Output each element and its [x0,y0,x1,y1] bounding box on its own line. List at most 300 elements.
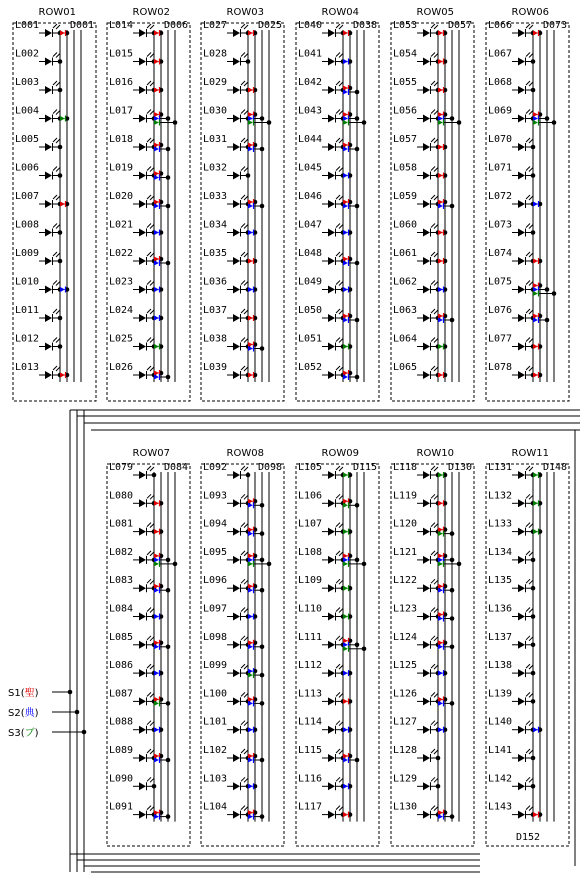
junction-dot [457,562,462,567]
led-arrow [434,580,438,584]
led-arrow [336,466,340,470]
small-diode [154,644,159,649]
small-diode [248,200,253,205]
small-diode [248,346,253,351]
led-arrow [241,721,245,725]
small-diode [248,31,253,36]
led-arrow [244,25,248,29]
led-label: L090 [109,773,134,785]
junction-dot [450,204,455,209]
led-triangle [423,726,430,734]
row-title: ROW10 [416,448,454,459]
small-diode [154,112,159,117]
junction-dot [166,261,171,266]
led-label: L107 [298,518,323,530]
led-arrow [56,253,60,257]
led-triangle [45,343,52,351]
led-arrow [434,524,438,528]
led-triangle [328,528,335,536]
led-arrow [56,196,60,200]
small-diode [533,501,538,506]
led-arrow [339,580,343,584]
led-triangle [233,86,240,94]
led-label: L094 [203,518,228,530]
diode-label: D084 [164,462,189,473]
small-diode [438,287,443,292]
led-arrow [434,609,438,613]
led-arrow [244,495,248,499]
small-diode [343,699,348,704]
small-diode [154,143,159,148]
led-arrow [431,692,435,696]
small-diode [248,342,253,347]
led-arrow [529,82,533,86]
small-diode [154,758,159,763]
led-triangle [328,314,335,322]
diode-label: D006 [164,20,189,31]
led-arrow [147,224,151,228]
led-arrow [526,636,530,640]
led-label: L121 [393,546,418,558]
led-label: L072 [488,191,513,202]
junction-dot [267,120,272,125]
led-icon [133,523,155,536]
led-icon [512,252,534,265]
led-label: L066 [488,20,513,31]
led-label: L002 [15,48,40,60]
led-icon [227,608,249,621]
row-title: ROW04 [321,7,359,18]
led-arrow [336,636,340,640]
led-icon [133,167,155,180]
small-diode [343,812,348,817]
led-arrow [339,609,343,613]
small-diode [533,727,538,732]
small-diode [248,644,253,649]
led-triangle [518,257,525,265]
led-label: L053 [393,20,418,31]
small-diode [533,473,538,478]
led-triangle [233,29,240,37]
small-diode [154,171,159,176]
led-label: L061 [393,248,418,259]
led-icon [227,749,249,762]
led-icon [512,636,534,649]
led-arrow [336,551,340,555]
led-label: L119 [393,490,418,502]
led-arrow [434,807,438,811]
led-arrow [526,138,530,142]
led-arrow [526,281,530,285]
led-arrow [244,693,248,697]
led-triangle [423,641,430,649]
led-arrow [526,806,530,810]
small-diode [343,257,348,262]
led-arrow [244,580,248,584]
small-diode [248,120,253,125]
small-diode [438,557,443,562]
row-title: ROW02 [132,7,170,18]
led-label: L077 [488,333,513,345]
led-arrow [526,664,530,668]
led-triangle [233,499,240,507]
led-arrow [339,282,343,286]
led-arrow [150,310,154,314]
led-icon [322,806,344,819]
led-label: L059 [393,191,418,202]
led-icon [322,309,344,322]
led-triangle [423,528,430,536]
led-triangle [423,314,430,322]
led-arrow [529,367,533,371]
small-diode [533,112,538,117]
led-label: L115 [298,745,323,756]
led-arrow [434,552,438,556]
led-triangle [518,58,525,66]
led-triangle [328,371,335,379]
junction-dot [362,562,367,567]
led-arrow [336,338,340,342]
led-icon [227,224,249,237]
diode-label: D025 [258,20,283,31]
led-triangle [518,471,525,479]
led-arrow [529,168,533,172]
led-icon [39,309,61,322]
led-triangle [328,811,335,819]
led-icon [133,281,155,294]
small-diode [248,557,253,562]
led-arrow [241,608,245,612]
led-arrow [339,524,343,528]
led-icon [133,636,155,649]
led-arrow [147,195,151,199]
led-triangle [423,86,430,94]
small-diode [438,473,443,478]
led-triangle [423,286,430,294]
led-icon [322,608,344,621]
junction-dot [260,673,265,678]
led-triangle [328,726,335,734]
led-icon [133,195,155,208]
small-diode [343,638,348,643]
led-icon [512,749,534,762]
led-triangle [139,556,146,564]
led-icon [417,494,439,507]
led-arrow [529,25,533,29]
led-arrow [431,138,435,142]
led-triangle [423,613,430,621]
led-triangle [518,499,525,507]
led-triangle [233,556,240,564]
small-diode [60,116,65,121]
led-arrow [336,110,340,114]
led-arrow [431,24,435,28]
small-diode [343,344,348,349]
led-icon [417,167,439,180]
small-diode [154,697,159,702]
led-label: L131 [488,462,513,473]
led-triangle [518,669,525,677]
led-icon [417,81,439,94]
led-arrow [336,224,340,228]
led-label: L082 [109,546,134,558]
led-arrow [150,580,154,584]
led-label: L141 [488,745,513,756]
led-arrow [529,282,533,286]
led-icon [227,721,249,734]
led-label: L007 [15,191,40,202]
led-label: L079 [109,462,134,473]
led-triangle [233,528,240,536]
led-triangle [139,29,146,37]
led-arrow [53,224,57,228]
led-icon [227,24,249,37]
led-triangle [139,286,146,294]
led-arrow [339,225,343,229]
small-diode [154,701,159,706]
led-label: L012 [15,333,40,345]
led-triangle [139,343,146,351]
led-icon [322,81,344,94]
led-triangle [233,58,240,66]
led-icon [417,664,439,677]
led-triangle [423,257,430,265]
led-arrow [339,253,343,257]
led-icon [512,81,534,94]
led-arrow [526,81,530,85]
led-icon [417,281,439,294]
led-arrow [339,807,343,811]
led-icon [417,721,439,734]
led-label: L138 [488,660,513,672]
led-icon [133,110,155,123]
small-diode [248,754,253,759]
small-diode [533,318,538,323]
led-arrow [526,309,530,313]
led-icon [512,138,534,151]
small-diode [248,112,253,117]
led-arrow [336,281,340,285]
led-arrow [526,494,530,498]
junction-dot [362,647,367,652]
led-arrow [147,338,151,342]
led-arrow [147,252,151,256]
led-arrow [53,167,57,171]
led-arrow [241,551,245,555]
led-triangle [233,471,240,479]
led-arrow [339,111,343,115]
led-arrow [434,665,438,669]
led-triangle [139,499,146,507]
led-triangle [139,86,146,94]
led-label: L109 [298,575,323,587]
led-label: L095 [203,546,228,558]
led-arrow [339,467,343,471]
led-label: L116 [298,773,323,785]
led-icon [512,777,534,790]
led-arrow [150,552,154,556]
led-arrow [53,281,57,285]
led-triangle [139,371,146,379]
junction-dot [166,558,171,563]
led-label: L017 [109,105,134,117]
led-arrow [526,110,530,114]
led-icon [227,338,249,351]
led-label: L021 [109,219,134,231]
led-icon [322,195,344,208]
led-icon [322,636,344,649]
led-icon [322,224,344,237]
led-triangle [328,613,335,621]
led-icon [39,138,61,151]
junction-dot [355,204,360,209]
small-diode [154,88,159,93]
led-triangle [233,115,240,123]
led-icon [227,138,249,151]
small-diode [438,88,443,93]
led-arrow [529,253,533,257]
junction-dot [457,120,462,125]
led-label: L087 [109,688,134,700]
junction-dot [166,758,171,763]
small-diode [438,259,443,264]
led-arrow [431,281,435,285]
led-arrow [56,367,60,371]
led-arrow [434,339,438,343]
led-triangle [45,371,52,379]
small-diode [154,557,159,562]
led-icon [133,579,155,592]
led-label: L098 [203,631,228,643]
led-label: L055 [393,77,418,88]
led-arrow [147,777,151,781]
led-triangle [328,229,335,237]
led-arrow [241,494,245,498]
small-diode [343,31,348,36]
led-arrow [431,551,435,555]
led-arrow [150,367,154,371]
led-arrow [53,110,57,114]
led-label: L123 [393,603,418,615]
small-diode [533,31,538,36]
led-label: L067 [488,48,513,60]
junction-dot [355,558,360,563]
led-triangle [139,811,146,819]
led-arrow [336,721,340,725]
led-icon [133,664,155,677]
led-arrow [526,252,530,256]
led-triangle [139,697,146,705]
led-triangle [423,115,430,123]
led-icon [512,110,534,123]
led-arrow [53,53,57,57]
led-label: L058 [393,162,418,174]
led-arrow [56,168,60,172]
led-arrow [336,53,340,57]
small-diode [154,371,159,376]
led-arrow [526,777,530,781]
led-label: L025 [109,333,134,345]
led-icon [227,195,249,208]
led-arrow [529,467,533,471]
led-label: L048 [298,248,323,259]
junction-dot [552,120,557,125]
led-arrow [434,310,438,314]
small-diode [533,259,538,264]
small-diode [438,697,443,702]
led-triangle [518,86,525,94]
led-icon [322,523,344,536]
small-diode [154,230,159,235]
led-arrow [529,495,533,499]
led-arrow [150,82,154,86]
led-triangle [518,229,525,237]
led-arrow [529,665,533,669]
junction-dot [166,375,171,380]
switch-label: S3(ブ) [8,728,39,739]
led-triangle [233,641,240,649]
small-diode [343,90,348,95]
led-icon [133,252,155,265]
led-triangle [233,669,240,677]
led-icon [512,167,534,180]
led-label: L113 [298,688,323,700]
led-arrow [526,53,530,57]
led-icon [417,366,439,379]
led-triangle [423,229,430,237]
led-arrow [150,25,154,29]
led-icon [322,579,344,592]
led-label: L108 [298,546,323,558]
junction-dot [260,116,265,121]
small-diode [438,810,443,815]
led-icon [512,579,534,592]
led-label: L037 [203,305,228,316]
led-arrow [529,552,533,556]
led-triangle [328,556,335,564]
led-arrow [241,252,245,256]
led-label: L015 [109,48,134,60]
small-diode [343,784,348,789]
led-icon [133,608,155,621]
led-arrow [147,309,151,313]
small-diode [154,727,159,732]
small-diode [343,143,348,148]
led-triangle [233,143,240,151]
small-diode [248,204,253,209]
led-arrow [529,310,533,314]
small-diode [154,59,159,64]
row-title: ROW01 [38,7,76,18]
led-arrow [241,366,245,370]
junction-dot [450,588,455,593]
led-arrow [147,494,151,498]
led-label: L129 [393,773,418,785]
led-label: L005 [15,134,40,145]
small-diode [343,503,348,508]
led-arrow [529,339,533,343]
led-label: L033 [203,191,228,202]
led-label: L139 [488,688,513,700]
led-label: L001 [15,20,40,31]
led-triangle [518,343,525,351]
led-triangle [518,726,525,734]
led-arrow [56,225,60,229]
led-arrow [150,665,154,669]
led-arrow [147,53,151,57]
led-label: L126 [393,688,418,700]
led-triangle [328,471,335,479]
